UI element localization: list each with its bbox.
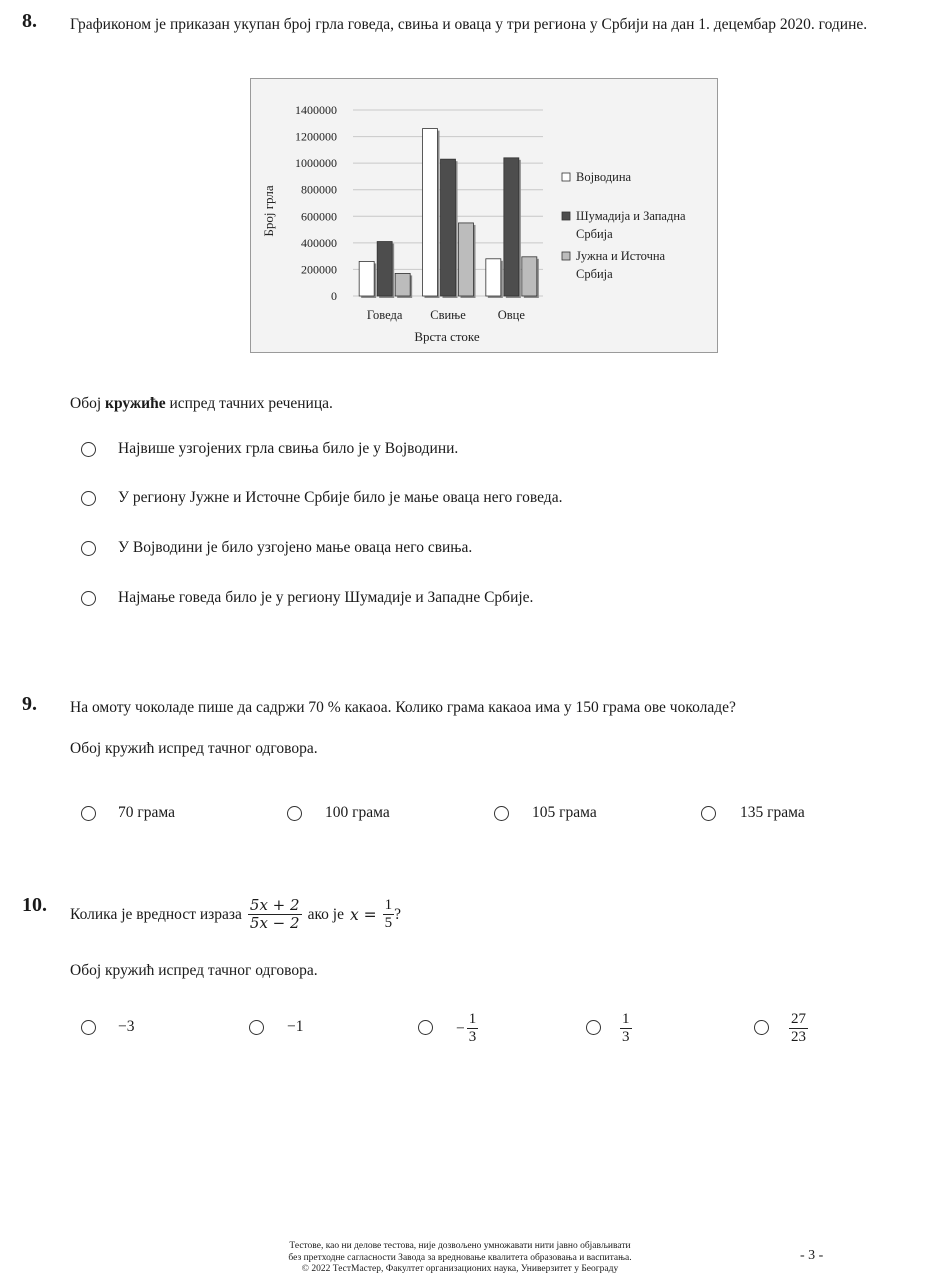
- footer-line-2: без претходне сагласности Завода за вредновање квалитета образовања и васпитања.: [288, 1252, 632, 1263]
- question-9-instruction: Обој кружић испред тачног одговора.: [70, 740, 318, 757]
- q10-option-1-radio[interactable]: [81, 1020, 96, 1035]
- q8-option-4-text: Најмање говеда било је у региону Шумадије и Западне Србије.: [118, 589, 534, 606]
- instruction-prefix: Обој: [70, 395, 106, 412]
- q10-x-variable: x =: [350, 905, 377, 924]
- question-number-9: 9.: [22, 693, 37, 715]
- q9-option-4-radio[interactable]: [701, 806, 716, 821]
- q10-x-denominator: 5: [384, 915, 393, 931]
- y-tick-label: 1000000: [295, 156, 337, 171]
- q10-expression-numerator: 5x + 2: [249, 896, 300, 914]
- chart-x-axis-label: Врста стоке: [414, 329, 480, 344]
- legend-label: Србија: [576, 227, 613, 241]
- y-tick-label: 0: [331, 289, 337, 303]
- q10-text-middle: ако је: [307, 905, 344, 923]
- legend-label: Војводина: [576, 170, 632, 184]
- y-tick-label: 1200000: [295, 129, 337, 144]
- page-number: - 3 -: [800, 1248, 824, 1263]
- bar: [459, 223, 474, 296]
- q10-option-1-text: −3: [118, 1018, 135, 1035]
- q10-option-5-fraction: [789, 1011, 808, 1046]
- q10-text-suffix: ?: [394, 905, 402, 923]
- bar: [522, 257, 537, 296]
- bar: [359, 261, 374, 296]
- y-tick-label: 200000: [301, 262, 337, 277]
- q10-option-3-sign: −: [456, 1019, 465, 1037]
- legend-swatch: [562, 173, 570, 181]
- q10-text-prefix: Колика је вредност израза: [70, 905, 242, 923]
- q10-option-3-radio[interactable]: [418, 1020, 433, 1035]
- q9-option-1-text: 70 грама: [118, 804, 175, 821]
- q8-option-2-radio[interactable]: [81, 491, 96, 506]
- footer-line-3: © 2022 ТестМастер, Факултет организационих наука, Универзитет у Београду: [301, 1264, 619, 1274]
- instruction-suffix: испред тачних реченица.: [165, 395, 333, 412]
- q10-option-5-radio[interactable]: [754, 1020, 769, 1035]
- q8-option-1-radio[interactable]: [81, 442, 96, 457]
- q10-option-4-denominator: 3: [622, 1029, 630, 1045]
- y-tick-label: 1400000: [295, 103, 337, 117]
- q8-option-1-text: Највише узгојених грла свиња било је у Војводини.: [118, 440, 459, 457]
- question-8-instruction: [70, 393, 333, 415]
- q8-option-4-radio[interactable]: [81, 591, 96, 606]
- question-8-text: Графиконом је приказан укупан број грла говеда, свиња и оваца у три региона у Србији на дан 1. децембар 2020. године.: [70, 16, 868, 33]
- x-category-label: Овце: [497, 308, 525, 322]
- q10-option-3-value: [456, 1011, 478, 1046]
- q10-option-3-fraction: [467, 1011, 479, 1046]
- q10-option-2-text: −1: [287, 1018, 304, 1035]
- q10-expression-denominator: 5x − 2: [249, 914, 300, 932]
- q9-option-4-text: 135 грама: [740, 804, 805, 821]
- instruction-bold: кружиће: [105, 395, 166, 412]
- legend-swatch: [562, 252, 570, 260]
- q9-option-2-text: 100 грама: [325, 804, 390, 821]
- bar: [423, 129, 438, 296]
- q10-option-3-numerator: 1: [468, 1011, 477, 1027]
- question-10-instruction: Обој кружић испред тачног одговора.: [70, 962, 318, 979]
- q10-expression-fraction: [248, 897, 302, 932]
- question-number-8: 8.: [22, 10, 37, 32]
- footer-notice: [215, 1241, 705, 1276]
- q9-option-3-radio[interactable]: [494, 806, 509, 821]
- q10-option-5-numerator: 27: [791, 1011, 806, 1027]
- bar: [441, 159, 456, 296]
- x-category-label: Свиње: [430, 308, 466, 322]
- q10-option-3-denominator: 3: [468, 1029, 477, 1045]
- q9-option-1-radio[interactable]: [81, 806, 96, 821]
- bar: [486, 259, 501, 296]
- chart-svg: [251, 79, 717, 352]
- bar: [504, 158, 519, 296]
- q10-option-5-value: [789, 1011, 808, 1046]
- footer-line-1: Тестове, као ни делове тестова, није дозвољено умножавати нити јавно објављивати: [289, 1241, 631, 1251]
- bar: [395, 273, 410, 296]
- bar: [377, 242, 392, 296]
- q10-option-2-radio[interactable]: [249, 1020, 264, 1035]
- y-tick-label: 800000: [301, 182, 337, 197]
- q10-option-5-denominator: 23: [791, 1029, 806, 1045]
- x-category-label: Говеда: [366, 308, 403, 322]
- y-tick-label: 400000: [301, 235, 337, 250]
- q8-option-2-text: У региону Јужне и Источне Србије било је мање оваца него говеда.: [118, 489, 563, 506]
- q10-option-4-fraction: [620, 1011, 632, 1046]
- question-10-text: [70, 897, 401, 932]
- legend-label: Јужна и Источна: [576, 249, 666, 263]
- q10-option-4-numerator: 1: [622, 1011, 630, 1027]
- legend-label: Србија: [576, 267, 613, 281]
- question-9-text: На омоту чоколаде пише да садржи 70 % какаоа. Колико грама какаоа има у 150 грама ове чоколаде?: [70, 699, 736, 716]
- q10-option-4-value: [620, 1011, 632, 1046]
- y-tick-label: 600000: [301, 209, 337, 224]
- legend-swatch: [562, 212, 570, 220]
- q10-x-fraction: [383, 897, 395, 932]
- legend-label: Шумадија и Западна: [576, 209, 686, 223]
- q10-x-numerator: 1: [384, 897, 393, 913]
- q9-option-2-radio[interactable]: [287, 806, 302, 821]
- q10-option-4-radio[interactable]: [586, 1020, 601, 1035]
- q8-option-3-text: У Војводини је било узгојено мање оваца него свиња.: [118, 539, 473, 556]
- livestock-bar-chart: [250, 78, 718, 353]
- chart-y-axis-label: Број грла: [261, 185, 276, 237]
- question-number-10: 10.: [22, 894, 47, 916]
- q8-option-3-radio[interactable]: [81, 541, 96, 556]
- q9-option-3-text: 105 грама: [532, 804, 597, 821]
